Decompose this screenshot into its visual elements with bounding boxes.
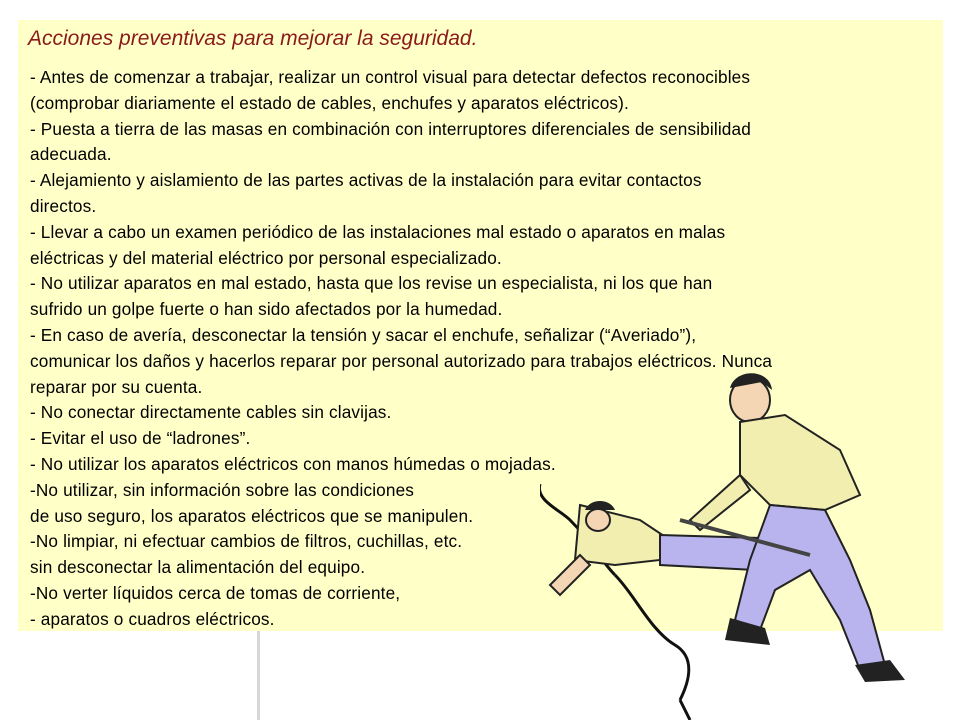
- text-line: - No conectar directamente cables sin clavijas.: [30, 402, 392, 423]
- rescue-illustration: [540, 360, 960, 720]
- text-line: - Puesta a tierra de las masas en combinación con interruptores diferenciales de sensibilidad: [30, 118, 751, 139]
- text-line: - No utilizar los aparatos eléctricos con manos húmedas o mojadas.: [30, 453, 556, 474]
- slide-title: Acciones preventivas para mejorar la seguridad.: [28, 27, 478, 50]
- text-line: - Evitar el uso de “ladrones”.: [30, 428, 251, 449]
- text-line: de uso seguro, los aparatos eléctricos que se manipulen.: [30, 505, 474, 526]
- text-line: adecuada.: [30, 144, 112, 165]
- text-line: directos.: [30, 195, 97, 216]
- text-line: - Llevar a cabo un examen periódico de las instalaciones mal estado o aparatos en malas: [30, 221, 726, 242]
- divider-line: [257, 631, 260, 720]
- text-line: -No verter líquidos cerca de tomas de corriente,: [30, 582, 401, 603]
- text-line: sin desconectar la alimentación del equipo.: [30, 557, 366, 578]
- rescuer: [690, 373, 905, 682]
- text-line: - En caso de avería, desconectar la tensión y sacar el enchufe, señalizar (“Averiado”),: [30, 324, 697, 345]
- text-line: - Alejamiento y aislamiento de las partes activas de la instalación para evitar contactos: [30, 170, 702, 191]
- text-line: eléctricas y del material eléctrico por personal especializado.: [30, 247, 502, 268]
- text-line: -No utilizar, sin información sobre las condiciones: [30, 479, 415, 500]
- text-line: (comprobar diariamente el estado de cables, enchufes y aparatos eléctricos).: [30, 92, 629, 113]
- text-line: - No utilizar aparatos en mal estado, hasta que los revise un especialista, ni los que han: [30, 273, 713, 294]
- text-line: comunicar los daños y hacerlos reparar por personal autorizado para trabajos eléctricos. Nunca: [30, 350, 773, 371]
- text-line: -No limpiar, ni efectuar cambios de filtros, cuchillas, etc.: [30, 531, 463, 552]
- text-line: - Antes de comenzar a trabajar, realizar un control visual para detectar defectos reconocibles: [30, 67, 751, 87]
- text-line: - aparatos o cuadros eléctricos.: [30, 608, 275, 629]
- text-line: reparar por su cuenta.: [30, 376, 203, 397]
- text-line: sufrido un golpe fuerte o han sido afectados por la humedad.: [30, 299, 503, 320]
